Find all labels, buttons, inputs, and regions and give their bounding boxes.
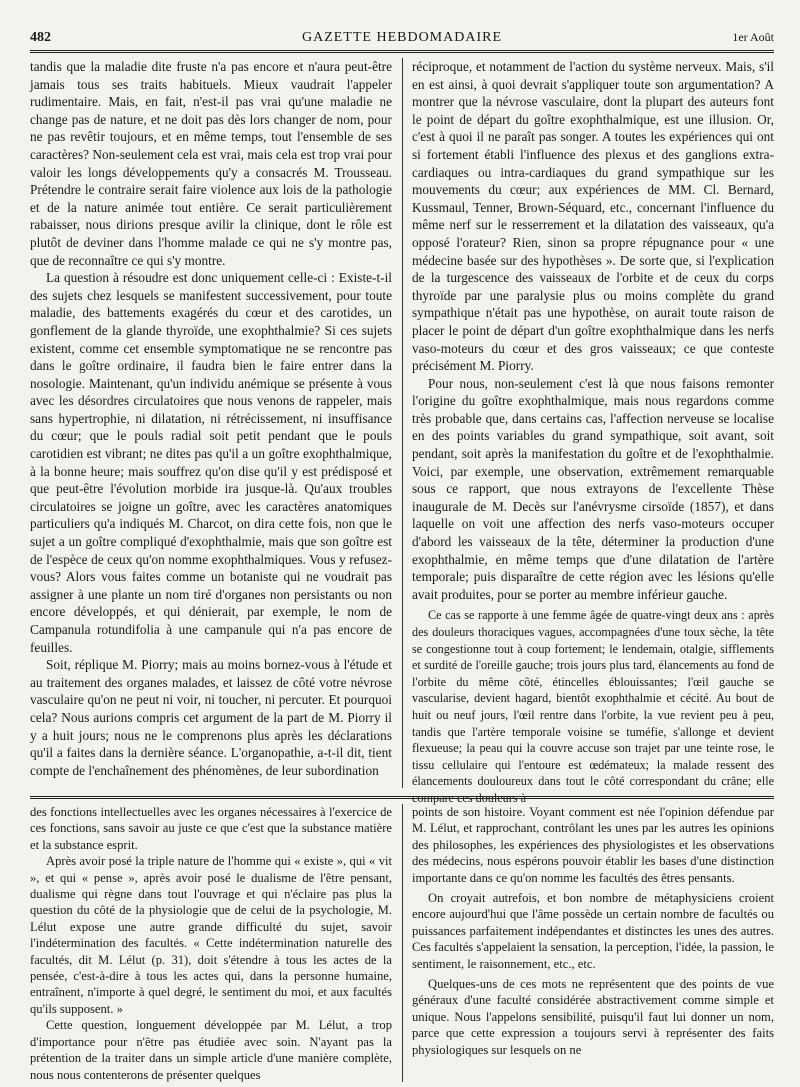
bottom-left-column xyxy=(30,804,392,1082)
issue-date: 1er Août xyxy=(732,30,774,44)
running-header xyxy=(30,26,774,48)
column-divider xyxy=(402,58,403,788)
paragraph: réciproque, et notamment de l'action du système nerveux. Mais, s'il en est ainsi, à quoi devrait s'appliquer toute son argumentation? A montrer que la névrose vasculaire, dont la plupart des auteurs font le point de départ du goître exophthalmique, est une illusion. Or, c'est à quoi il ne paraît pas songer. A toutes les expériences qui ont si fortement établi l'influence des plexus et des ganglions extra-cardiaques ou intra-cardiaques du grand sympathique sur les mouvements du cœur; aux expériences de MM. Cl. Bernard, Kussmaul, Tenner, Brown-Séquard, etc., concernant l'influence du même nerf sur le resserrement et la dilatation des vaisseaux, qu'a opposé l'orateur? Rien, sinon sa propre répugnance pour « une médecine basée sur des hypothèses ». De sorte que, si l'explication de la turgescence des vaisseaux de l'orbite et de ceux du corps thyroïde par une paralysie plus ou moins complète du grand sympathique n'était pas une hypothèse, on aurait toute raison de placer le point de départ d'un goître exophthalmique dans les nerfs vaso-moteurs du cœur et des gros vaisseaux; ce que conteste précisément M. Piorry. xyxy=(412,59,774,374)
journal-title: GAZETTE HEBDOMADAIRE xyxy=(301,30,503,45)
observation-paragraph: Ce cas se rapporte à une femme âgée de quatre-vingt deux ans : après des douleurs thoraciques vagues, accompagnées d'une toux sèche, la tête se congestionne tout à coup fortement; le lendemain, otalgie, sifflements et surdité de l'oreille gauche; trois jours plus tard, élancements au fond de l'orbite du même côté, étincelles éblouissantes; l'œil gauche se vascularise, devient hagard, bientôt exophthalmie et cécité. Au bout de huit ou neuf jours, l'œil rentre dans l'orbite, la vue revient peu à peu, tandis que l'artère temporale voisine se tuméfie, s'allonge et devient flexueuse; la peau qui la couvre accuse son trajet par une teinte rose, le tissu cellulaire qui l'entoure est œdémateux; la malade ressent des élancements douloureux dans tout le côté correspondant du crâne; elle compare ces douleurs à xyxy=(412,608,774,805)
paragraph: Cette question, longuement développée par M. Lélut, a trop d'importance pour n'être pas étudiée avec soin. N'ayant pas la prétention de la traiter dans un simple article d'une manière complète, nous nous contenterons de présenter quelques xyxy=(30,1018,392,1082)
header-rule xyxy=(30,50,774,53)
paragraph: Après avoir posé la triple nature de l'homme qui « existe », qui « vit », et qui « pense », après avoir posé le dualisme de l'être pensant, dualisme qui règne dans tout l'ouvrage et qui n'éclaire pas plus la question du côté de la physiologie que de celui de la psychologie, M. Lélut expose une autre grande difficulté du sujet, savoir l'indétermination des facultés. « Cette indétermination naturelle des facultés, dit M. Lélut (p. 31), doit s'étendre à tous les actes de la pensée, c'est-à-dire à tous les actes qui, dans la personne humaine, entraînent, n'importe à quel degré, le sentiment du moi, et aux facultés qu'ils supposent. » xyxy=(30,854,392,1016)
top-right-column xyxy=(412,58,774,805)
paragraph: points de son histoire. Voyant comment est née l'opinion défendue par M. Lélut, et rapprochant, contrôlant les unes par les autres les opinions des philosophes, les expériences des physiologistes et les observations des médecins, nous espérons pouvoir établir les bases d'une distinction importante dans ce qu'on nomme les facultés des êtres pensants. xyxy=(412,805,774,885)
paragraph: La question à résoudre est donc uniquement celle-ci : Existe-t-il des sujets chez lesquels se manifestent successivement, pour toute maladie, des battements exagérés du cœur et des carotides, un gonflement de la glande thyroïde, une exophthalmie? Si ces sujets existent, comme cet ensemble symptomatique ne se rencontre pas dans le goître ordinaire, il faudra bien le faire entrer dans la nosologie. Maintenant, qu'un individu anémique se présente à vous avec les désordres circulatoires que nous venons de rappeler, mais sans hypertrophie, ni dilatation, ni rétrécissement, ni insuffisance du cœur; que le pouls radial soit petit pendant que le pouls carotidien est vibrant; ne dites pas qu'il a un goître exophthalmique, à la bonne heure; mais souffrez qu'on dise qu'il y est prédisposé et que peut-être l'évolution morbide ira jusque-là. Qu'aux troubles circulatoires se joigne un goître, avec les caractères anatomiques particuliers qu'a indiqués M. Charcot, on dira cette fois, non que le sujet a un goître compliqué d'exophthalmie, mais que son goître est de l'espèce de ceux qu'on nomme exophthalmiques. Vous y refusez-vous? Alors vous faites comme un botaniste qui ne voudrait pas assigner à une plante un nom tiré d'organes non persistants ou non encore développés, et qui dénierait, par exemple, le nom de Campanula rotundifolia à une campanule qui n'a pas encore de feuilles. xyxy=(30,270,392,655)
column-divider xyxy=(402,804,403,1082)
paragraph: tandis que la maladie dite fruste n'a pas encore et n'aura peut-être jamais tous ses traits habituels. Mieux vaudrait l'appeler rudimentaire. Mais, en fait, n'est-il pas vrai qu'une maladie ne change pas de nature, et ne doit pas dès lors changer de nom, pour ne pas revêtir toujours, et en même temps, tout l'ensemble de ses caractères? Non-seulement cela est vrai, mais cela est trop vrai pour valoir les longs développements qu'y a consacrés M. Trousseau. Prétendre le contraire serait faire violence aux lois de la pathologie et de la nature animée tout entière. Ce serait particulièrement rabaisser, nous dirions presque avilir la clinique, dont le rôle est plutôt de deviner dans l'homme malade ce qui ne s'y montre pas, que de reconnaître ce qui s'y montre. xyxy=(30,59,392,268)
page-number: 482 xyxy=(30,30,51,45)
bottom-right-column xyxy=(412,804,774,1082)
top-left-column xyxy=(30,58,392,788)
paragraph: Pour nous, non-seulement c'est là que nous faisons remonter l'origine du goître exophthalmique, mais nous regardons comme très probable que, dans certains cas, l'affection nerveuse se localise en des points variables du grand sympathique, soit avant, soit pendant, soit après la manifestation du goître et de l'exophthalmie. Voici, par exemple, une observation, extrêmement remarquable sous ce rapport, que nous extrayons de l'excellente Thèse inaugurale de M. Decès sur l'anévrysme cirsoïde (1857), et dans laquelle on voit une affection des nerfs vaso-moteurs occuper d'abord les vaisseaux de la tête, déterminer la production d'une exophthalmie, en même temps que d'une dilatation de l'artère temporale; puis disparaître de cette région avec les lésions qu'elle avait produites, pour se porter au membre inférieur gauche. xyxy=(412,375,774,602)
paragraph: On croyait autrefois, et bon nombre de métaphysiciens croient encore aujourd'hui que l'âme possède un certain nombre de facultés ou puissances parfaitement indépendantes et distinctes les unes des autres. Ces facultés s'appelaient la sensation, la perception, l'idée, la passion, le sentiment, le raisonnement, etc., etc. xyxy=(412,891,774,971)
section-rule xyxy=(30,796,774,799)
paragraph: Soit, réplique M. Piorry; mais au moins bornez-vous à l'étude et au traitement des organes malades, et laissez de côté votre névrose vasculaire qu'on ne peut ni voir, ni toucher, ni percuter. Et pourquoi cela? Nous aurions compris cet argument de la part de M. Piorry il y a huit jours; nous ne le comprenons plus après les déclarations qu'il a faites dans la dernière séance. L'organopathie, a-t-il dit, tient compte de l'enchaînement des phénomènes, de leur subordination xyxy=(30,657,392,778)
paragraph: des fonctions intellectuelles avec les organes nécessaires à l'exercice de ces fonctions, sans savoir au juste ce que c'est que la substance matière et la substance esprit. xyxy=(30,805,392,852)
paragraph: Quelques-uns de ces mots ne représentent que des points de vue généraux d'une faculté considérée abstractivement comme simple et unique. Nous l'appelons sensibilité, puisqu'il faut lui donner un nom, parce que cette expression a toujours servi à représenter des faits physiologiques sur lesquels on ne xyxy=(412,977,774,1057)
